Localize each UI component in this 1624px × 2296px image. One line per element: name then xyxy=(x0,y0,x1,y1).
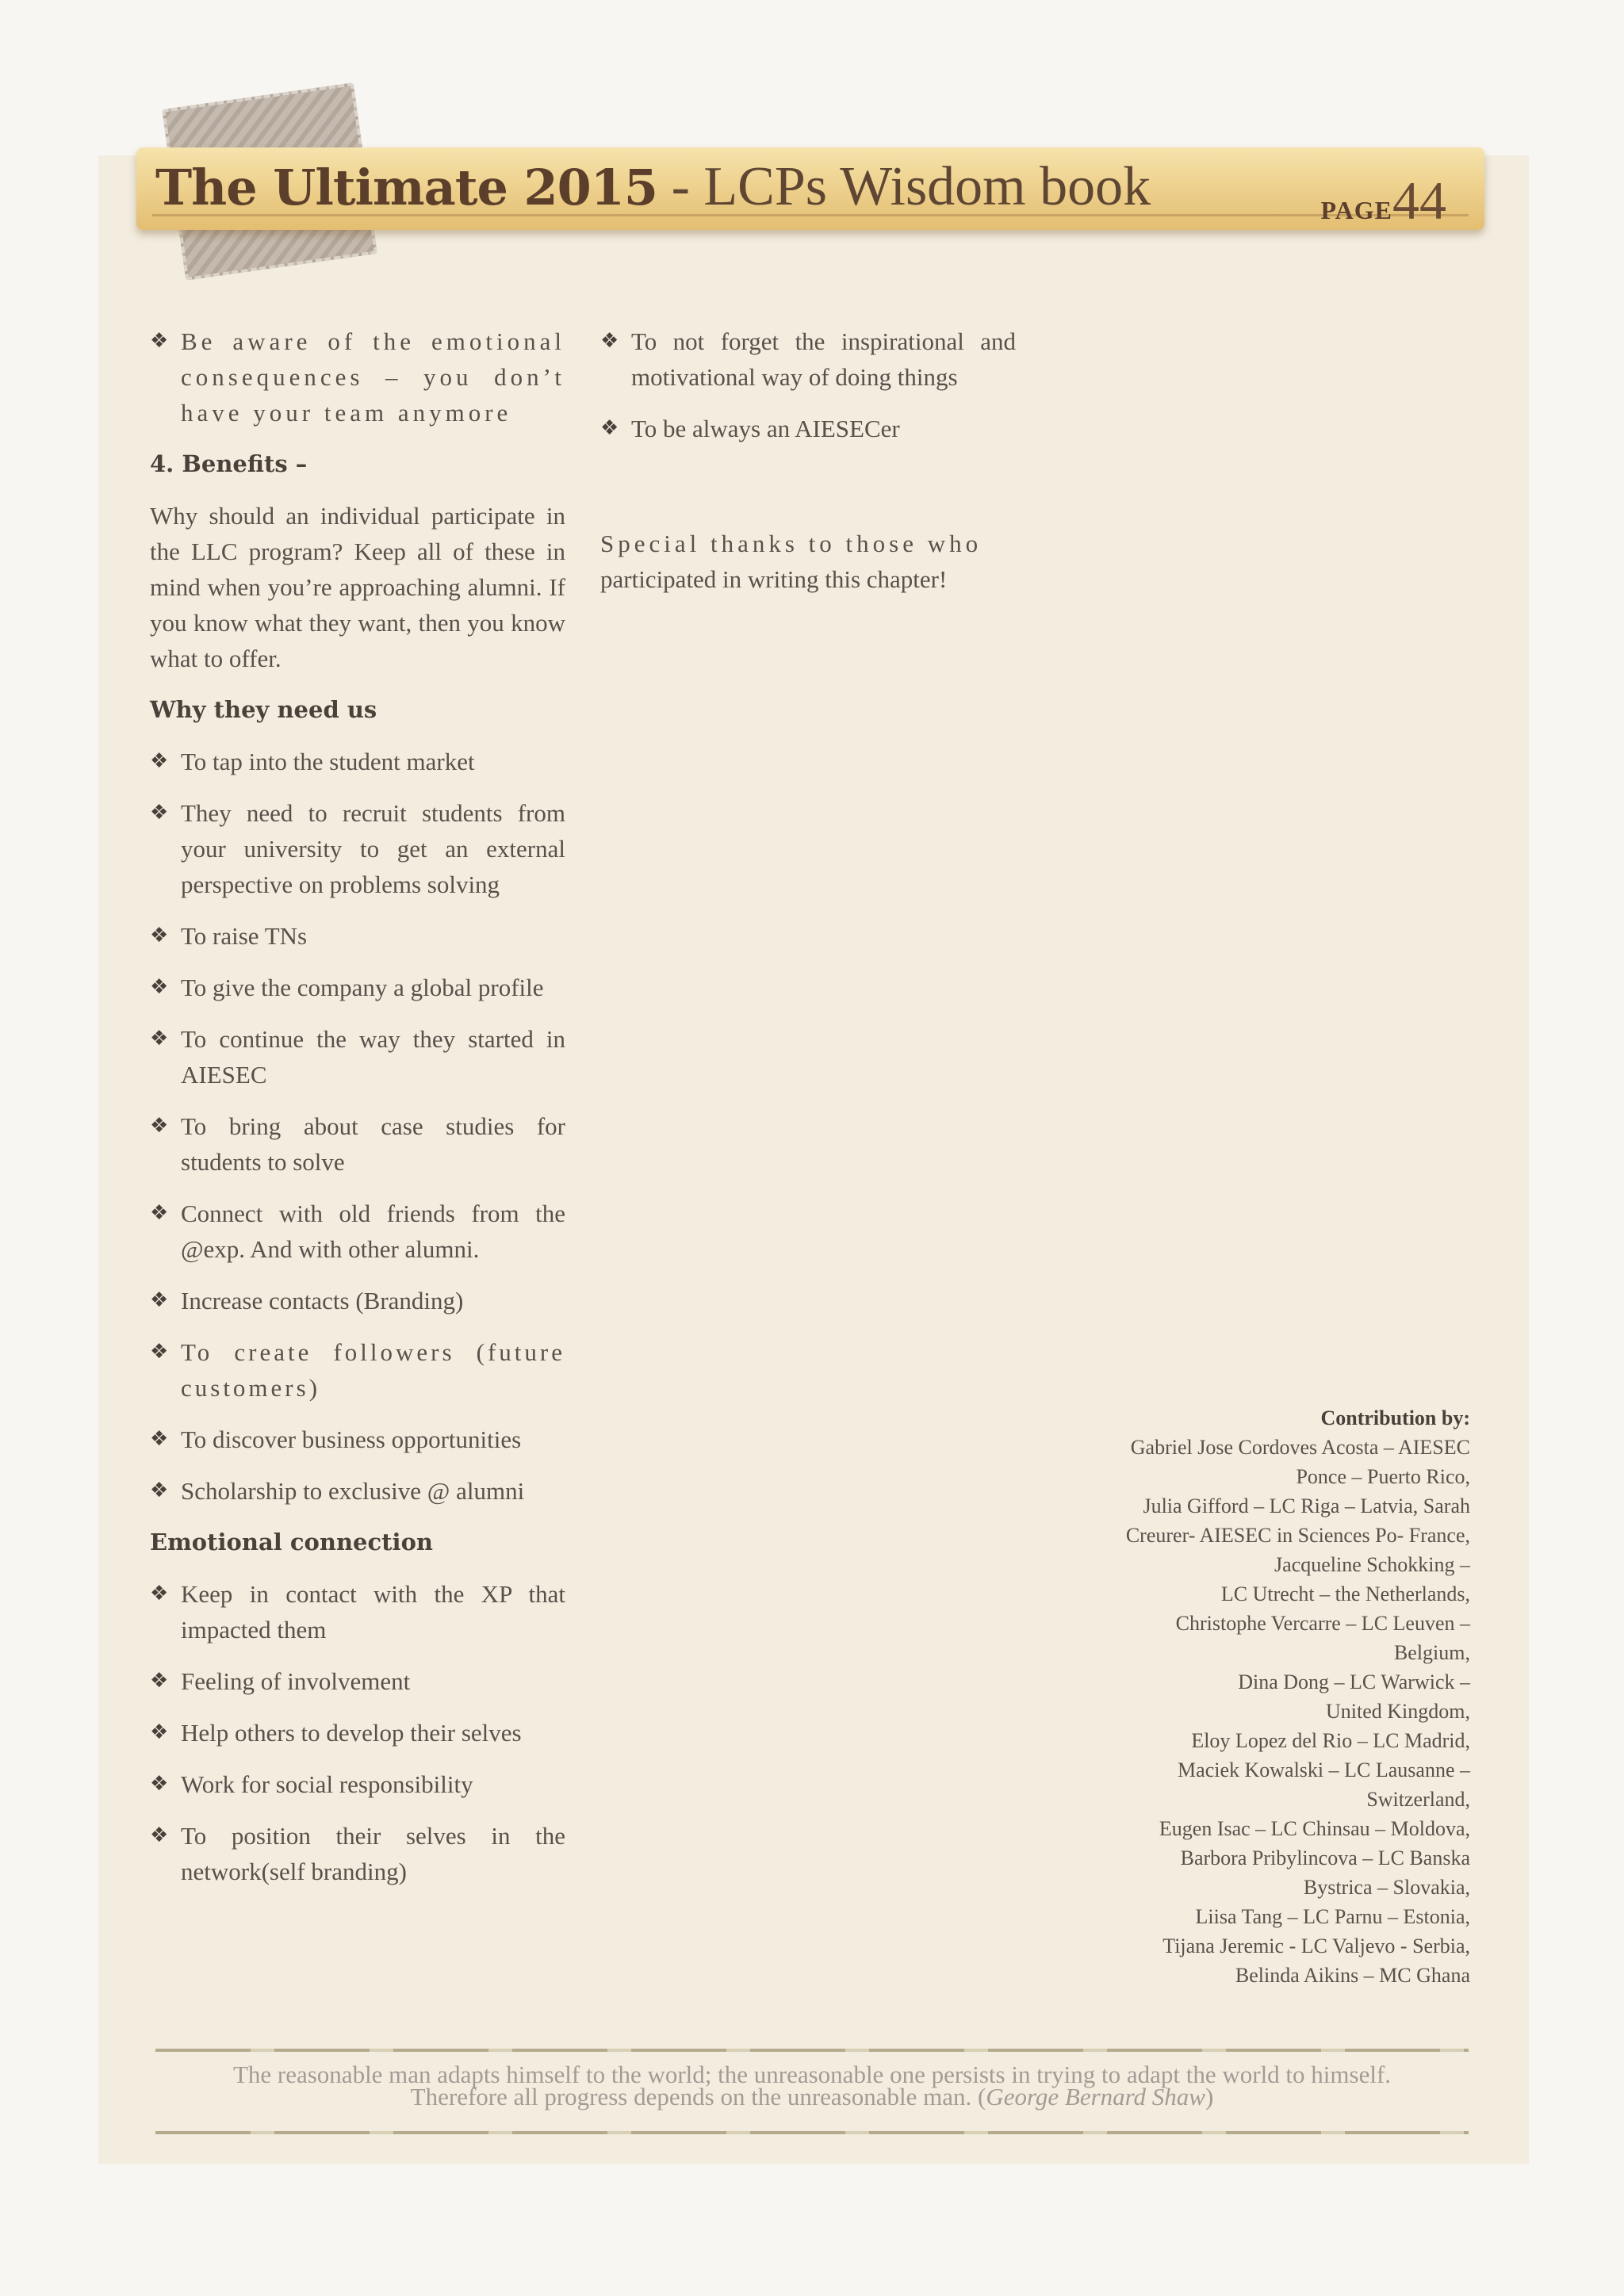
why-item: ❖ To continue the way they started in AIESEC xyxy=(150,1021,565,1093)
thanks-line-1: Special thanks to those who xyxy=(600,530,982,557)
contributor-line: Jacqueline Schokking – xyxy=(1274,1553,1470,1576)
quote-line-1: The reasonable man adapts himself to the world; the unreasonable one persists in trying to adapt the world to himself. xyxy=(232,2061,1392,2088)
contributor-line: Switzerland, xyxy=(1366,1788,1470,1811)
emotional-item: ❖ Feeling of involvement xyxy=(150,1663,565,1699)
quote-line-2-close: ) xyxy=(1205,2083,1214,2110)
emotional-item: ❖ Keep in contact with the XP that impacted them xyxy=(150,1576,565,1647)
middle-item: ❖ To not forget the inspirational and motivational way of doing things xyxy=(600,323,1016,395)
why-item: ❖ To create followers (future customers) xyxy=(150,1334,565,1406)
quote-line-2-text: Therefore all progress depends on the unreasonable man. ( xyxy=(410,2083,986,2110)
special-thanks xyxy=(600,526,1016,597)
why-item: ❖ To discover business opportunities xyxy=(150,1422,565,1457)
contributors-block xyxy=(1058,1403,1470,1990)
contributor-line: United Kingdom, xyxy=(1326,1700,1470,1723)
why-item: ❖ Connect with old friends from the @exp. And with other alumni. xyxy=(150,1196,565,1267)
section-heading-benefits: 4. Benefits – xyxy=(150,450,308,477)
emotional-item: ❖ Help others to develop their selves xyxy=(150,1715,565,1751)
contributor-line: Maciek Kowalski – LC Lausanne – xyxy=(1178,1758,1470,1781)
why-item: ❖ To tap into the student market xyxy=(150,744,565,779)
contributor-line: Barbora Pribylincova – LC Banska xyxy=(1180,1846,1470,1869)
why-item: ❖ They need to recruit students from your university to get an external perspective on problems solving xyxy=(150,795,565,902)
contributor-line: Ponce – Puerto Rico, xyxy=(1296,1465,1470,1488)
section-heading-emotional: Emotional connection xyxy=(150,1529,433,1556)
quote-rule-top xyxy=(155,2049,1469,2052)
emotional-item: ❖ To position their selves in the network(self branding) xyxy=(150,1818,565,1889)
section-heading-why: Why they need us xyxy=(150,696,377,723)
quote-line-2 xyxy=(155,2083,1469,2110)
why-item: ❖ To raise TNs xyxy=(150,918,565,954)
thanks-line-2: participated in writing this chapter! xyxy=(600,565,948,593)
benefits-intro-paragraph: Why should an individual participate in the LLC program? Keep all of these in mind when you’re approaching alumni. If you know what they want, then you know what to offer. xyxy=(150,502,565,672)
page-word: PAGE xyxy=(1320,196,1392,224)
quote-rule-bottom xyxy=(155,2131,1469,2134)
quote-author: George Bernard Shaw xyxy=(986,2083,1205,2110)
contributor-line: LC Utrecht – the Netherlands, xyxy=(1220,1582,1470,1605)
page-indicator xyxy=(1320,170,1446,232)
title-light-part: - LCPs Wisdom book xyxy=(657,156,1151,217)
why-item: ❖ Scholarship to exclusive @ alumni xyxy=(150,1473,565,1509)
contributor-line: Creurer- AIESEC in Sciences Po- France, xyxy=(1125,1524,1470,1547)
why-item: ❖ To give the company a global profile xyxy=(150,970,565,1005)
contributor-line: Eloy Lopez del Rio – LC Madrid, xyxy=(1191,1729,1470,1752)
contributor-line: Julia Gifford – LC Riga – Latvia, Sarah xyxy=(1143,1494,1470,1517)
middle-column xyxy=(600,323,1016,597)
contributor-line: Christophe Vercarre – LC Leuven – xyxy=(1175,1612,1470,1635)
left-column xyxy=(150,323,565,1905)
emotional-item: ❖ Work for social responsibility xyxy=(150,1766,565,1802)
contributor-line: Eugen Isac – LC Chinsau – Moldova, xyxy=(1159,1817,1470,1840)
contributor-line: Belgium, xyxy=(1393,1641,1470,1664)
bullet-item: ❖ Be aware of the emotional consequences – you don’t have your team anymore xyxy=(150,323,565,430)
page-number: 44 xyxy=(1392,170,1446,231)
contributor-line: Tijana Jeremic - LC Valjevo - Serbia, xyxy=(1162,1934,1470,1957)
why-item: ❖ Increase contacts (Branding) xyxy=(150,1283,565,1318)
contributor-line: Gabriel Jose Cordoves Acosta – AIESEC xyxy=(1130,1436,1470,1459)
contributors-title: Contribution by: xyxy=(1320,1406,1470,1429)
title-bold-part: The Ultimate 2015 xyxy=(155,159,658,216)
page-title xyxy=(155,155,1151,219)
contributor-line: Liisa Tang – LC Parnu – Estonia, xyxy=(1195,1905,1470,1928)
contributor-line: Bystrica – Slovakia, xyxy=(1303,1876,1470,1899)
contributor-line: Dina Dong – LC Warwick – xyxy=(1238,1670,1470,1693)
contributor-line: Belinda Aikins – MC Ghana xyxy=(1235,1964,1470,1987)
why-item: ❖ To bring about case studies for students to solve xyxy=(150,1108,565,1180)
middle-item: ❖ To be always an AIESECer xyxy=(600,411,1016,446)
footer-quote xyxy=(155,2061,1469,2110)
